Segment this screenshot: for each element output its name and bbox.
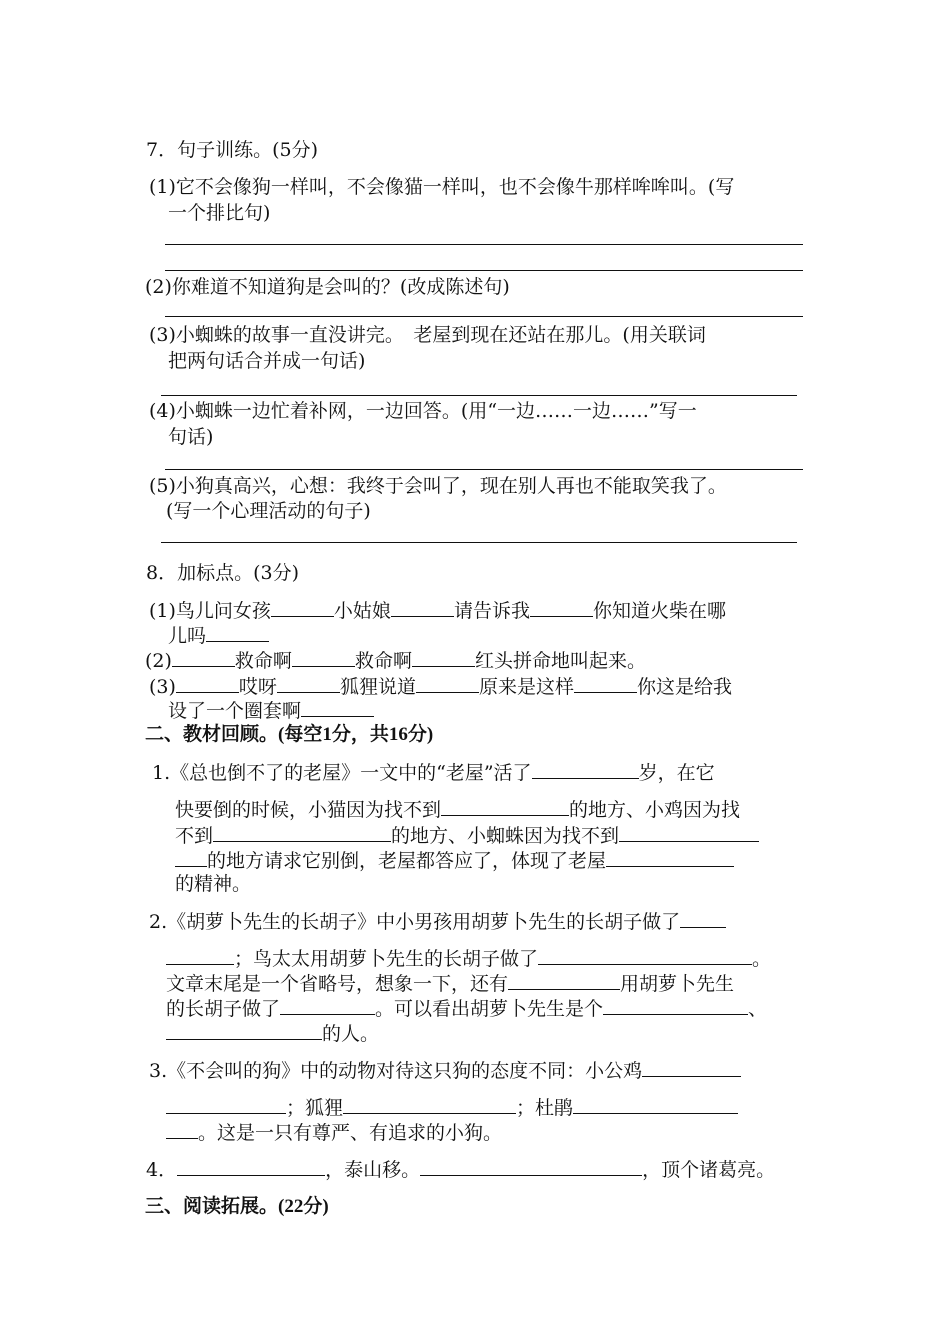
sec2-i1-blank-cat[interactable] [441, 797, 569, 816]
sec2-i2-text-f: 的长胡子做了 [166, 998, 281, 1020]
sec2-i2-line2 [166, 946, 771, 971]
q7-s2-line1: (2)你难道不知道狗是会叫的？(改成陈述句) [145, 276, 510, 298]
sec2-i2-line1 [149, 909, 726, 934]
sec2-i4-line [146, 1157, 775, 1182]
q8-r1-blank-4[interactable] [206, 623, 269, 642]
q7-s1-answer-line-2[interactable] [165, 270, 803, 271]
sec2-i2-line4 [166, 996, 767, 1021]
q8-r1-text-a: (1)鸟儿问女孩 [149, 600, 271, 622]
q8-r2-blank-3[interactable] [412, 648, 475, 667]
q7-s1-line2: 一个排比句) [168, 202, 271, 224]
q8-r1-text-e: 儿吗 [168, 625, 207, 647]
sec2-i2-text-c: 。 [752, 948, 772, 970]
q8-r3-text-b: 哎呀 [238, 676, 277, 698]
section-2-title: 二、教材回顾。(每空1分，共16分) [145, 724, 434, 745]
sec2-i4-blank-1[interactable] [177, 1157, 325, 1176]
q8-r3-blank-4[interactable] [574, 674, 637, 693]
sec2-i1-text-g: 的地方请求它别倒，老屋都答应了，体现了老屋 [207, 850, 607, 872]
q8-r3-blank-2[interactable] [277, 674, 340, 693]
q8-r1-text-b: 小姑娘 [333, 600, 391, 622]
sec2-i2-blank-trait-1[interactable] [603, 996, 748, 1015]
sec2-i2-text-a: 2.《胡萝卜先生的长胡子》中小男孩用胡萝卜先生的长胡子做了 [149, 911, 681, 933]
sec2-i4-text-c: ，顶个诸葛亮。 [642, 1159, 776, 1181]
q8-r1-text-d: 你知道火柴在哪 [592, 600, 726, 622]
q8-r2-line [145, 648, 646, 673]
q8-title: 8．加标点。(3分) [146, 562, 300, 584]
q8-r1-text-c: 请告诉我 [453, 600, 530, 622]
sec2-i2-line3 [166, 971, 734, 996]
sec2-i2-text-b: ；鸟太太用胡萝卜先生的长胡子做了 [234, 948, 539, 970]
q8-r2-text-b: 救命啊 [234, 650, 292, 672]
q7-s3-line1: (3)小蜘蛛的故事一直没讲完。 老屋到现在还站在那儿。(用关联词 [149, 324, 706, 346]
sec2-i1-text-f: 的地方、小蜘蛛因为找不到 [391, 825, 620, 847]
q8-r1-blank-2[interactable] [391, 598, 454, 617]
sec2-i4-text-b: ，泰山移。 [325, 1159, 421, 1181]
sec2-i4-text-a: 4． [146, 1159, 178, 1181]
q8-r1-blank-3[interactable] [530, 598, 593, 617]
q7-s3-line2: 把两句话合并成一句话) [168, 350, 366, 372]
sec2-i2-text-i: 的人。 [322, 1023, 380, 1045]
q7-s1-answer-line-1[interactable] [165, 244, 803, 245]
q7-s4-answer-line[interactable] [165, 469, 803, 470]
sec2-i2-text-h: 、 [748, 998, 768, 1020]
sec2-i1-blank-chick[interactable] [213, 823, 391, 842]
sec2-i1-text-b: 岁，在它 [638, 762, 715, 784]
sec2-i1-blank-spider-2[interactable] [175, 848, 207, 867]
sec2-i1-text-a: 1.《总也倒不了的老屋》一文中的“老屋”活了 [152, 762, 532, 784]
section-3-title: 三、阅读拓展。(22分) [145, 1196, 329, 1217]
sec2-i1-text-c: 快要倒的时候，小猫因为找不到 [175, 799, 442, 821]
q7-s1-line1: (1)它不会像狗一样叫，不会像猫一样叫，也不会像牛那样哞哞叫。(写 [149, 176, 735, 198]
sec2-i2-line5 [166, 1021, 379, 1046]
q8-r3-text-a: (3) [149, 676, 176, 698]
q8-r2-text-a: (2) [145, 650, 172, 672]
q8-r3-text-e: 你这是给我 [636, 676, 732, 698]
sec2-i3-text-c: ；杜鹃 [516, 1097, 574, 1119]
q8-r3-blank-5[interactable] [301, 698, 374, 717]
q8-r3-line1 [149, 674, 732, 699]
q7-s5-answer-line[interactable] [161, 542, 797, 543]
sec2-i3-blank-fox[interactable] [343, 1095, 516, 1114]
q7-s5-line2: (写一个心理活动的句子) [166, 500, 371, 522]
sec2-i2-blank-made[interactable] [280, 996, 375, 1015]
sec2-i4-blank-2[interactable] [420, 1157, 642, 1176]
sec2-i1-line2 [175, 797, 740, 822]
sec2-i3-blank-cuckoo-1[interactable] [573, 1095, 738, 1114]
sec2-i3-text-a: 3.《不会叫的狗》中的动物对待这只狗的态度不同：小公鸡 [149, 1060, 643, 1082]
sec2-i1-line1 [152, 760, 715, 785]
q7-s3-answer-line[interactable] [161, 395, 797, 396]
sec2-i1-blank-age[interactable] [532, 760, 639, 779]
q8-r3-text-f: 设了一个圈套啊 [168, 700, 302, 722]
q8-r2-text-d: 红头拼命地叫起来。 [474, 650, 646, 672]
sec2-i1-line3 [175, 823, 759, 848]
sec2-i3-blank-cuckoo-2[interactable] [166, 1120, 198, 1139]
q8-r3-text-c: 狐狸说道 [339, 676, 416, 698]
sec2-i1-text-e: 不到 [175, 825, 214, 847]
q8-r1-line1 [149, 598, 726, 623]
sec2-i2-blank-boy-1[interactable] [680, 909, 726, 928]
q8-r3-blank-1[interactable] [176, 674, 239, 693]
sec2-i3-text-b: ；狐狸 [286, 1097, 344, 1119]
q7-s4-line2: 句话) [168, 426, 214, 448]
sec2-i3-text-d: 。这是一只有尊严、有追求的小狗。 [198, 1122, 503, 1144]
sec2-i3-blank-rooster-1[interactable] [642, 1058, 741, 1077]
sec2-i3-line2 [166, 1095, 738, 1120]
sec2-i3-line3 [166, 1120, 502, 1145]
sec2-i2-blank-boy-2[interactable] [166, 946, 234, 965]
sec2-i2-blank-bird[interactable] [538, 946, 752, 965]
q7-s4-line1: (4)小蜘蛛一边忙着补网，一边回答。(用“一边……一边……”写一 [149, 400, 697, 422]
q8-r2-blank-1[interactable] [172, 648, 235, 667]
q8-r2-blank-2[interactable] [292, 648, 355, 667]
q8-r2-text-c: 救命啊 [354, 650, 412, 672]
q7-title: 7．句子训练。(5分) [146, 139, 319, 161]
sec2-i3-line1 [149, 1058, 741, 1083]
sec2-i2-blank-who[interactable] [508, 971, 620, 990]
sec2-i2-blank-trait-2[interactable] [166, 1021, 322, 1040]
sec2-i3-blank-rooster-2[interactable] [166, 1095, 286, 1114]
q7-s2-answer-line[interactable] [165, 316, 803, 317]
sec2-i2-text-d: 文章末尾是一个省略号，想象一下，还有 [166, 973, 509, 995]
q8-r1-line2 [168, 623, 269, 648]
q8-r3-line2 [168, 698, 374, 723]
q8-r1-blank-1[interactable] [271, 598, 334, 617]
q7-s5-line1: (5)小狗真高兴，心想：我终于会叫了，现在别人再也不能取笑我了。 [149, 475, 727, 497]
q8-r3-text-d: 原来是这样 [478, 676, 574, 698]
sec2-i1-line5: 的精神。 [175, 873, 252, 895]
sec2-i2-text-g: 。可以看出胡萝卜先生是个 [375, 998, 604, 1020]
sec2-i1-text-d: 的地方、小鸡因为找 [569, 799, 741, 821]
sec2-i1-blank-spirit[interactable] [606, 848, 734, 867]
q8-r3-blank-3[interactable] [416, 674, 479, 693]
sec2-i1-blank-spider-1[interactable] [619, 823, 759, 842]
sec2-i1-line4 [175, 848, 734, 873]
sec2-i2-text-e: 用胡萝卜先生 [620, 973, 735, 995]
